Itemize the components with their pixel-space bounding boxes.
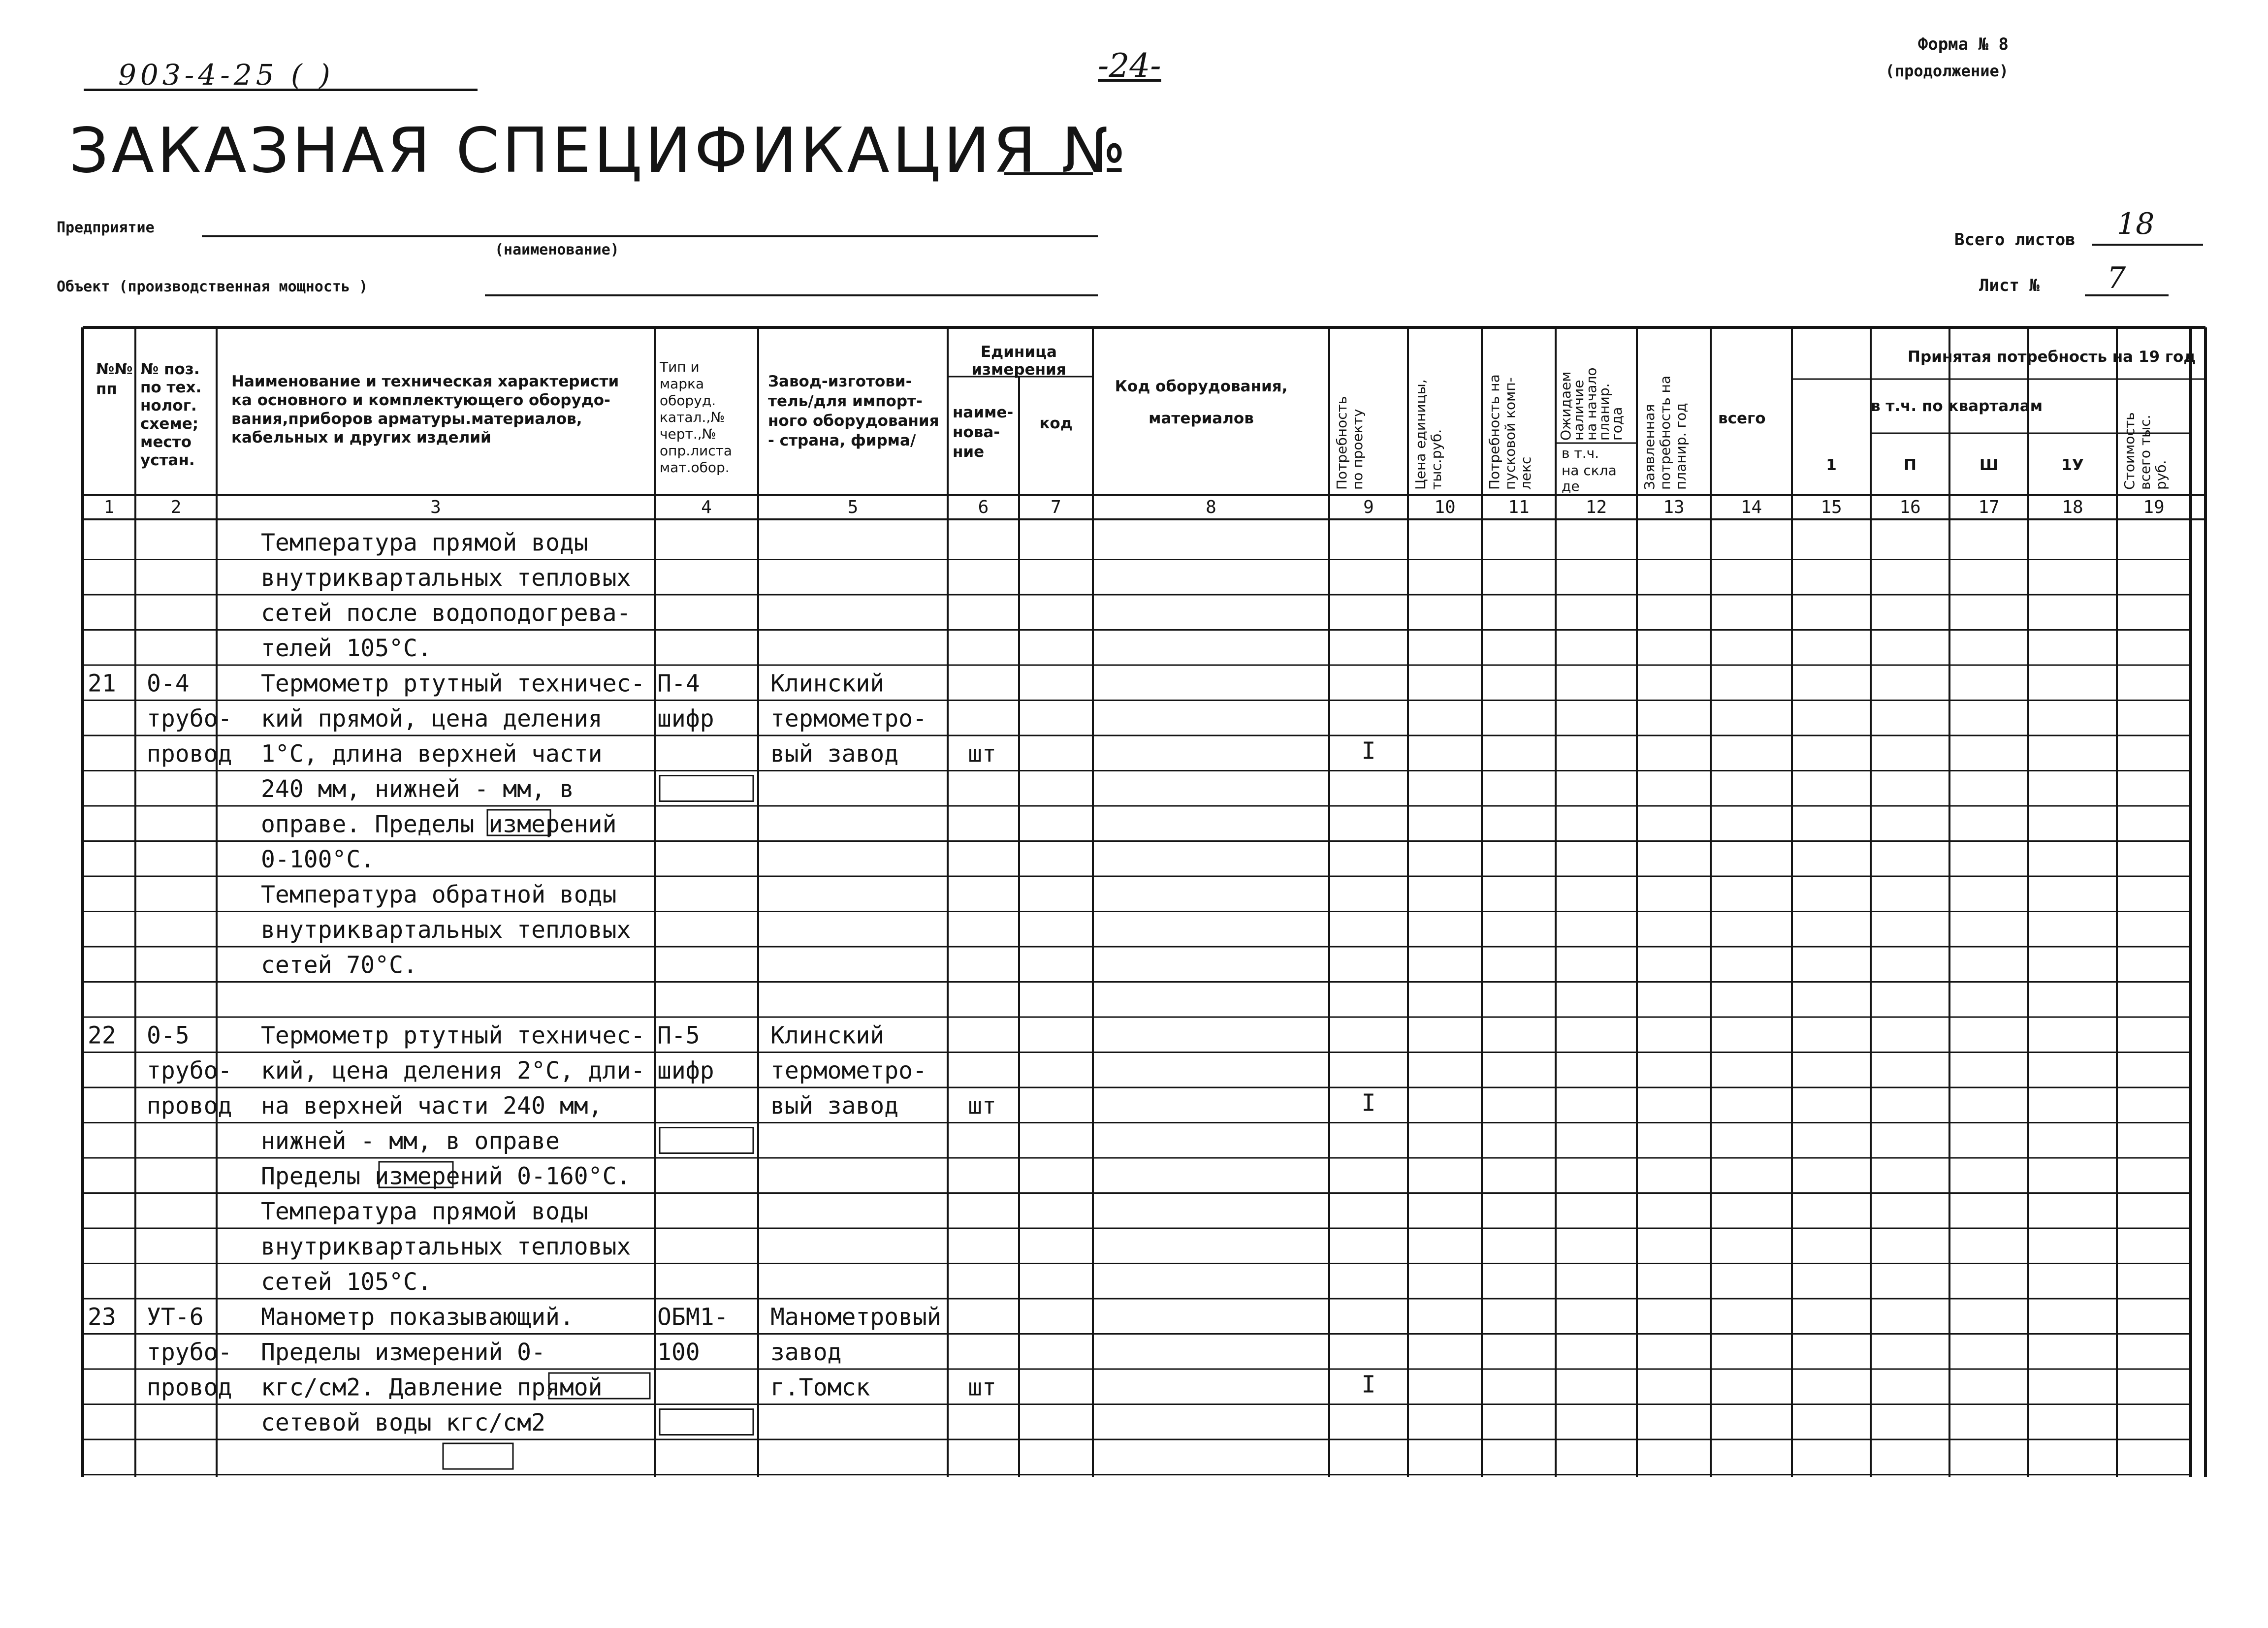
column-number: 12 [1585,497,1607,517]
intro-text: Температура прямой воды [261,529,588,557]
form-label: Форма № 8 [1917,34,2009,54]
row-quantity: I [1361,1371,1376,1399]
col-header-c10: тыс.руб. [1428,429,1444,490]
row-description: Температура прямой воды [261,1198,588,1225]
column-number: 1 [103,497,115,517]
col-header-name: ка основного и комплектующего оборудо- [231,391,610,409]
row-unit: шт [968,1092,996,1120]
row-maker: вый завод [770,1092,899,1120]
column-number: 5 [847,497,859,517]
col-header-quarter: Ш [1979,456,1999,474]
col-header-stock: на начало [1583,367,1599,441]
col-header-quarter: П [1904,456,1917,474]
col-header-accepted: Принятая потребность на 19 год [1908,348,2196,366]
col-header-position: нолог. [140,397,197,415]
col-header-name: Наименование и техническая характеристи [231,373,619,390]
row-type: П-5 [657,1021,700,1050]
col-header-type: Тип и [660,359,700,375]
column-number: 19 [2143,497,2165,517]
row-quantity: I [1361,1089,1376,1117]
row-description: 1°С, длина верхней части [261,740,603,768]
col-header-c13: планир. год [1673,403,1689,490]
col-header-quarter: 1У [2061,456,2084,474]
col-header-quarters: в т.ч. по кварталам [1871,397,2043,415]
row-description: Термометр ртутный техничес- [261,1021,645,1050]
row-maker: термометро- [770,1057,927,1085]
col-header-unit-name: наиме- [953,404,1014,421]
col-header-number: пп [96,380,117,398]
row-description: Пределы измерений 0-160°С. [261,1162,631,1190]
col-header-type: мат.обор. [660,459,730,476]
row-maker: завод [770,1339,842,1366]
intro-text: сетей после водоподогрева- [261,599,631,627]
row-description: оправе. Пределы измерений [261,810,617,838]
col-header-type: черт.,№ [660,426,716,442]
row-description: кий прямой, цена деления [261,705,603,733]
row-position: трубо- [147,1057,232,1085]
total-sheets-value: 18 [2117,207,2155,241]
column-number: 10 [1434,497,1456,517]
sheet-number-label: Лист № [1979,276,2040,295]
naming-note: (наименование) [495,241,619,258]
row-maker: Клинский [770,1021,885,1050]
column-number: 15 [1821,497,1842,517]
col-header-name: вания,приборов арматуры.материалов, [231,410,582,428]
column-number: 17 [1978,497,2000,517]
enterprise-label: Предприятие [57,219,155,236]
form-note: (продолжение) [1885,62,2009,80]
row-position: УТ-6 [147,1303,204,1331]
row-position: провод [147,1092,232,1120]
row-description: внутриквартальных тепловых [261,1233,631,1261]
row-description: внутриквартальных тепловых [261,916,631,944]
col-header-equipment-code: материалов [1149,410,1254,427]
col-header-stock-incl: в т.ч. [1562,445,1599,461]
page-title: ЗАКАЗНАЯ СПЕЦИФИКАЦИЯ № [69,114,1129,187]
row-blank-box [443,1443,513,1469]
col-header-unit: Единица [981,343,1057,361]
sheet-number-value: 7 [2107,261,2126,295]
row-quantity: I [1361,737,1376,765]
row-unit: шт [968,1373,996,1402]
column-number: 16 [1899,497,1921,517]
row-blank-box [660,1409,753,1435]
document-code: 903-4-25 ( ) [118,58,334,92]
page-number: -24- [1098,47,1161,85]
col-header-c11: лекс [1518,456,1534,490]
row-description: Температура обратной воды [261,881,617,909]
col-header-unit-name: нова- [953,423,1000,441]
col-header-equipment-code: Код оборудования, [1115,378,1288,395]
col-header-stock: года [1609,407,1625,441]
col-header-maker: тель/для импорт- [768,392,923,410]
row-blank-box [660,776,753,801]
col-header-total: всего [1718,410,1766,427]
col-header-stock: планир. [1596,383,1612,441]
col-header-c11: пусковой комп- [1502,377,1518,490]
col-header-unit: измерения [971,361,1066,379]
intro-text: внутриквартальных тепловых [261,564,631,592]
column-number: 3 [430,497,441,517]
row-description: сетей 105°С. [261,1268,432,1296]
col-header-position: устан. [140,451,195,469]
col-header-position: схеме; [140,415,199,433]
col-header-position: № поз. [140,360,200,378]
row-number: 23 [88,1303,116,1331]
col-header-unit-code: код [1039,415,1073,432]
column-number: 2 [170,497,182,517]
row-blank-box [660,1128,753,1153]
col-header-c19: руб. [2153,460,2169,490]
row-number: 21 [88,670,116,698]
col-header-c13: Заявленная [1641,404,1658,490]
total-sheets-label: Всего листов [1954,230,2076,250]
column-number: 4 [701,497,712,517]
row-maker: Клинский [770,670,885,698]
row-maker: Манометровый [770,1303,941,1331]
col-header-type: опр.листа [660,443,733,459]
column-number: 9 [1363,497,1374,517]
row-description: сетевой воды кгс/см2 [261,1409,545,1436]
col-header-stock: Ожидаем [1558,371,1574,441]
col-header-name: кабельных и других изделий [231,429,491,447]
row-description: Манометр показывающий. [261,1303,574,1331]
row-description: Термометр ртутный техничес- [261,670,645,698]
col-header-maker: Завод-изготови- [768,373,912,390]
col-header-unit-name: ние [953,443,985,461]
intro-text: телей 105°С. [261,635,432,662]
col-header-stock: наличие [1570,380,1587,441]
col-header-c19: всего тыс. [2137,415,2153,490]
col-header-c11: Потребность на [1486,374,1502,490]
row-unit: шт [968,740,996,768]
column-number: 14 [1740,497,1762,517]
row-description: 240 мм, нижней - мм, в [261,775,574,803]
col-header-maker: ного оборудования [768,412,939,430]
row-type: шифр [657,705,714,733]
row-position: провод [147,740,232,768]
col-header-stock-warehouse: на скла [1562,462,1617,479]
col-header-type: марка [660,376,704,392]
column-number: 11 [1508,497,1530,517]
col-header-c9: по проекту [1349,409,1366,490]
row-type: 100 [657,1339,700,1366]
row-position: 0-4 [147,670,190,698]
row-position: трубо- [147,1339,232,1366]
col-header-position: по тех. [140,379,202,396]
row-description: на верхней части 240 мм, [261,1092,603,1120]
row-description: кий, цена деления 2°С, дли- [261,1057,645,1085]
col-header-position: место [140,433,192,451]
column-number: 18 [2062,497,2083,517]
row-maker: термометро- [770,705,927,733]
row-number: 22 [88,1021,116,1050]
row-position: 0-5 [147,1021,190,1050]
object-label: Объект (производственная мощность ) [57,278,368,295]
row-type: П-4 [657,670,700,698]
row-description: Пределы измерений 0- [261,1339,545,1366]
col-header-type: катал.,№ [660,409,725,425]
col-header-maker: - страна, фирма/ [768,432,916,449]
row-position: трубо- [147,705,232,733]
col-header-type: оборуд. [660,392,716,409]
col-header-number: №№ [96,360,133,378]
col-header-quarter: 1 [1826,456,1837,474]
row-description: сетей 70°С. [261,951,417,979]
row-description: нижней - мм, в оправе [261,1127,560,1155]
col-header-c9: Потребность [1334,396,1350,490]
column-number: 7 [1051,497,1061,517]
row-maker: г.Томск [770,1373,870,1402]
col-header-stock-warehouse: де [1562,478,1580,494]
row-description: 0-100°С. [261,846,375,873]
row-position: провод [147,1373,232,1402]
col-header-c19: Стоимость [2121,412,2138,490]
row-maker: вый завод [770,740,899,768]
row-description: кгс/см2. Давление прямой [261,1373,603,1402]
column-number: 8 [1206,497,1216,517]
column-number: 6 [978,497,989,517]
col-header-c10: Цена единицы, [1412,379,1429,490]
col-header-c13: потребность на [1657,375,1673,490]
column-number: 13 [1663,497,1685,517]
row-type: шифр [657,1057,714,1085]
row-type: ОБМ1- [657,1303,729,1331]
